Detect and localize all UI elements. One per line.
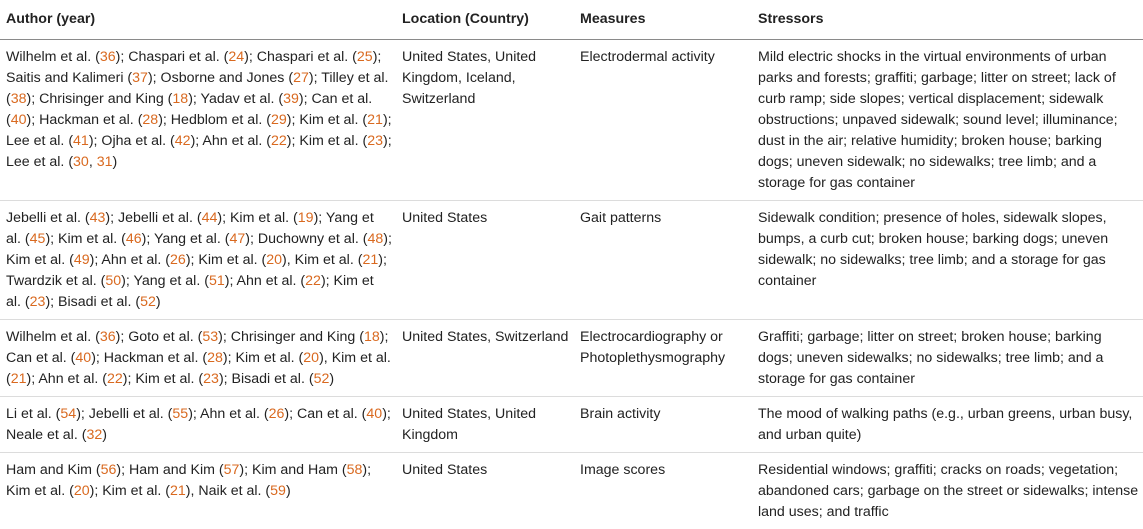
author-text: ) xyxy=(286,483,291,499)
reference-link[interactable]: 23 xyxy=(203,371,219,387)
reference-link[interactable]: 56 xyxy=(101,462,117,478)
reference-link[interactable]: 23 xyxy=(367,133,383,149)
reference-link[interactable]: 55 xyxy=(172,406,188,422)
author-text: ); Kim et al. ( xyxy=(6,273,374,310)
header-author: Author (year) xyxy=(0,0,396,40)
reference-link[interactable]: 46 xyxy=(126,231,142,247)
reference-link[interactable]: 19 xyxy=(298,210,314,226)
author-text: ), xyxy=(319,350,332,366)
author-text: ); Ojha et al. ( xyxy=(89,133,175,149)
author-text: ); Can et al. ( xyxy=(6,329,388,366)
cell-authors xyxy=(0,320,396,397)
reference-link[interactable]: 18 xyxy=(364,329,380,345)
author-text: ); Neale et al. ( xyxy=(6,406,391,443)
author-text: ); Saitis and Kalimeri ( xyxy=(6,49,381,86)
reference-link[interactable]: 21 xyxy=(367,112,383,128)
table-row xyxy=(0,453,1143,529)
author-text: ); Lee et al. ( xyxy=(6,112,392,149)
author-text: ); Kim et al. ( xyxy=(45,231,125,247)
author-text: ); Bisadi et al. ( xyxy=(45,294,140,310)
reference-link[interactable]: 20 xyxy=(266,252,282,268)
author-text: ), Naik et al. ( xyxy=(186,483,270,499)
author-text: ); Yang et al. ( xyxy=(142,231,230,247)
reference-link[interactable]: 23 xyxy=(30,294,46,310)
reference-link[interactable]: 47 xyxy=(229,231,245,247)
author-text: ); Chaspari et al. ( xyxy=(244,49,357,65)
author-text: Kim et al. ( xyxy=(295,252,363,268)
reference-link[interactable]: 30 xyxy=(73,154,89,170)
author-text: ) xyxy=(102,427,107,443)
author-text: ); Chaspari et al. ( xyxy=(116,49,229,65)
table-row xyxy=(0,201,1143,320)
author-text: ); xyxy=(309,70,321,86)
reference-link[interactable]: 22 xyxy=(271,133,287,149)
author-text: ); Hackman et al. ( xyxy=(91,350,207,366)
reference-link[interactable]: 49 xyxy=(74,252,90,268)
cell-authors xyxy=(0,201,396,320)
reference-link[interactable]: 50 xyxy=(105,273,121,289)
cell-location: United States xyxy=(396,453,574,529)
author-text: ); Ahn et al. ( xyxy=(90,252,170,268)
author-text: ); Kim et al. ( xyxy=(186,252,266,268)
cell-stressors: Sidewalk condition; presence of holes, sidewalk slopes, bumps, a curb cut; broken house; barking dogs; uneven sidewalk; no sidewalks; tree limb; and a storage for gas container xyxy=(752,201,1143,320)
reference-link[interactable]: 51 xyxy=(209,273,225,289)
author-text: ); Hackman et al. ( xyxy=(27,112,143,128)
author-text: ); Can et al. ( xyxy=(6,91,372,128)
cell-stressors: Residential windows; graffiti; cracks on roads; vegetation; abandoned cars; garbage on the street or sidewalks; intense land uses; and traffic xyxy=(752,453,1143,529)
reference-link[interactable]: 25 xyxy=(357,49,373,65)
table-row xyxy=(0,397,1143,453)
reference-link[interactable]: 21 xyxy=(362,252,378,268)
reference-link[interactable]: 29 xyxy=(271,112,287,128)
author-text: Tilley et al. ( xyxy=(6,70,388,107)
author-text: ); Kim et al. ( xyxy=(123,371,203,387)
author-text: ); Kim et al. ( xyxy=(287,133,367,149)
reference-link[interactable]: 53 xyxy=(202,329,218,345)
author-text: ); Kim et al. ( xyxy=(223,350,303,366)
author-text: ); Yang et al. ( xyxy=(6,210,374,247)
cell-stressors: The mood of walking paths (e.g., urban greens, urban busy, and urban quite) xyxy=(752,397,1143,453)
reference-link[interactable]: 22 xyxy=(305,273,321,289)
author-text: ) xyxy=(113,154,118,170)
author-text: ); Yadav et al. ( xyxy=(188,91,283,107)
reference-link[interactable]: 31 xyxy=(97,154,113,170)
author-text: ); Yang et al. ( xyxy=(121,273,209,289)
reference-link[interactable]: 52 xyxy=(140,294,156,310)
cell-measures: Gait patterns xyxy=(574,201,752,320)
reference-link[interactable]: 45 xyxy=(30,231,46,247)
author-text: ); Jebelli et al. ( xyxy=(105,210,201,226)
table-header xyxy=(0,0,1143,40)
cell-authors xyxy=(0,40,396,201)
reference-link[interactable]: 54 xyxy=(60,406,76,422)
cell-stressors: Mild electric shocks in the virtual environments of urban parks and forests; graffiti; garbage; litter on street; lack of curb ramp; side slopes; vertical displacement; sidewalk obstructions; unpaved sidewalk; sound level; illuminance; dust in the air; relative humidity; broken house; barking dogs; uneven sidewalk; no sidewalks; tree limb; and a storage for gas container xyxy=(752,40,1143,201)
reference-link[interactable]: 36 xyxy=(100,329,116,345)
author-text: ); Bisadi et al. ( xyxy=(219,371,314,387)
author-text: ); Twardzik et al. ( xyxy=(6,252,387,289)
reference-link[interactable]: 28 xyxy=(142,112,158,128)
reference-link[interactable]: 39 xyxy=(283,91,299,107)
reference-link[interactable]: 24 xyxy=(228,49,244,65)
author-text: Kim et al. ( xyxy=(6,350,391,387)
author-text: ); Hedblom et al. ( xyxy=(158,112,271,128)
reference-link[interactable]: 59 xyxy=(270,483,286,499)
reference-link[interactable]: 21 xyxy=(11,371,27,387)
author-text: ) xyxy=(329,371,334,387)
reference-link[interactable]: 28 xyxy=(207,350,223,366)
author-text: ); Lee et al. ( xyxy=(6,133,392,170)
reference-link[interactable]: 52 xyxy=(314,371,330,387)
cell-location: United States, United Kingdom xyxy=(396,397,574,453)
author-text: ); Ahn et al. ( xyxy=(191,133,271,149)
author-text: ); Ahn et al. ( xyxy=(225,273,305,289)
reference-link[interactable]: 38 xyxy=(11,91,27,107)
header-row xyxy=(0,0,1143,40)
reference-link[interactable]: 21 xyxy=(170,483,186,499)
author-text: Li et al. ( xyxy=(6,406,60,422)
author-text: ); Can et al. ( xyxy=(284,406,366,422)
table-body xyxy=(0,40,1143,529)
reference-link[interactable]: 20 xyxy=(303,350,319,366)
author-text: ) xyxy=(156,294,161,310)
reference-link[interactable]: 26 xyxy=(269,406,285,422)
author-text: ); Kim and Ham ( xyxy=(239,462,346,478)
reference-link[interactable]: 40 xyxy=(11,112,27,128)
reference-link[interactable]: 58 xyxy=(347,462,363,478)
reference-link[interactable]: 42 xyxy=(175,133,191,149)
cell-measures: Image scores xyxy=(574,453,752,529)
reference-link[interactable]: 43 xyxy=(90,210,106,226)
reference-link[interactable]: 44 xyxy=(202,210,218,226)
cell-authors xyxy=(0,453,396,529)
author-text: ); Duchowny et al. ( xyxy=(245,231,367,247)
cell-stressors: Graffiti; garbage; litter on street; broken house; barking dogs; uneven sidewalks; no sidewalks; tree limb; and a storage for gas container xyxy=(752,320,1143,397)
cell-authors xyxy=(0,397,396,453)
author-text: , xyxy=(89,154,97,170)
reference-link[interactable]: 27 xyxy=(293,70,309,86)
table-row xyxy=(0,40,1143,201)
cell-location: United States, United Kingdom, Iceland, Switzerland xyxy=(396,40,574,201)
reference-link[interactable]: 48 xyxy=(367,231,383,247)
cell-measures: Electrocardiography or Photoplethysmography xyxy=(574,320,752,397)
author-text: ); Kim et al. ( xyxy=(90,483,170,499)
author-text: Wilhelm et al. ( xyxy=(6,49,100,65)
header-measures: Measures xyxy=(574,0,752,40)
header-stressors: Stressors xyxy=(752,0,1143,40)
reference-link[interactable]: 32 xyxy=(86,427,102,443)
cell-measures: Electrodermal activity xyxy=(574,40,752,201)
author-text: ); Jebelli et al. ( xyxy=(76,406,172,422)
author-text: ); Kim et al. ( xyxy=(217,210,297,226)
reference-link[interactable]: 40 xyxy=(366,406,382,422)
author-text: ); Osborne and Jones ( xyxy=(148,70,293,86)
author-text: ); Ham and Kim ( xyxy=(116,462,223,478)
author-text: ); Kim et al. ( xyxy=(287,112,367,128)
author-text: Ham and Kim ( xyxy=(6,462,101,478)
reference-link[interactable]: 20 xyxy=(74,483,90,499)
reference-link[interactable]: 36 xyxy=(100,49,116,65)
author-text: ), xyxy=(282,252,295,268)
reference-link[interactable]: 18 xyxy=(172,91,188,107)
author-text: ); Chrisinger and King ( xyxy=(27,91,173,107)
author-text: ); Ahn et al. ( xyxy=(27,371,107,387)
reference-link[interactable]: 40 xyxy=(75,350,91,366)
author-text: ); Kim et al. ( xyxy=(6,462,371,499)
author-text: ); Kim et al. ( xyxy=(6,231,392,268)
table-row xyxy=(0,320,1143,397)
header-location: Location (Country) xyxy=(396,0,574,40)
author-text: Jebelli et al. ( xyxy=(6,210,90,226)
author-text: ); Ahn et al. ( xyxy=(188,406,268,422)
author-text: ); Chrisinger and King ( xyxy=(218,329,364,345)
cell-measures: Brain activity xyxy=(574,397,752,453)
author-text: ); Goto et al. ( xyxy=(116,329,203,345)
reference-link[interactable]: 57 xyxy=(224,462,240,478)
cell-location: United States xyxy=(396,201,574,320)
reference-link[interactable]: 37 xyxy=(132,70,148,86)
reference-link[interactable]: 26 xyxy=(170,252,186,268)
cell-location: United States, Switzerland xyxy=(396,320,574,397)
reference-link[interactable]: 22 xyxy=(107,371,123,387)
author-text: Wilhelm et al. ( xyxy=(6,329,100,345)
reference-link[interactable]: 41 xyxy=(73,133,89,149)
